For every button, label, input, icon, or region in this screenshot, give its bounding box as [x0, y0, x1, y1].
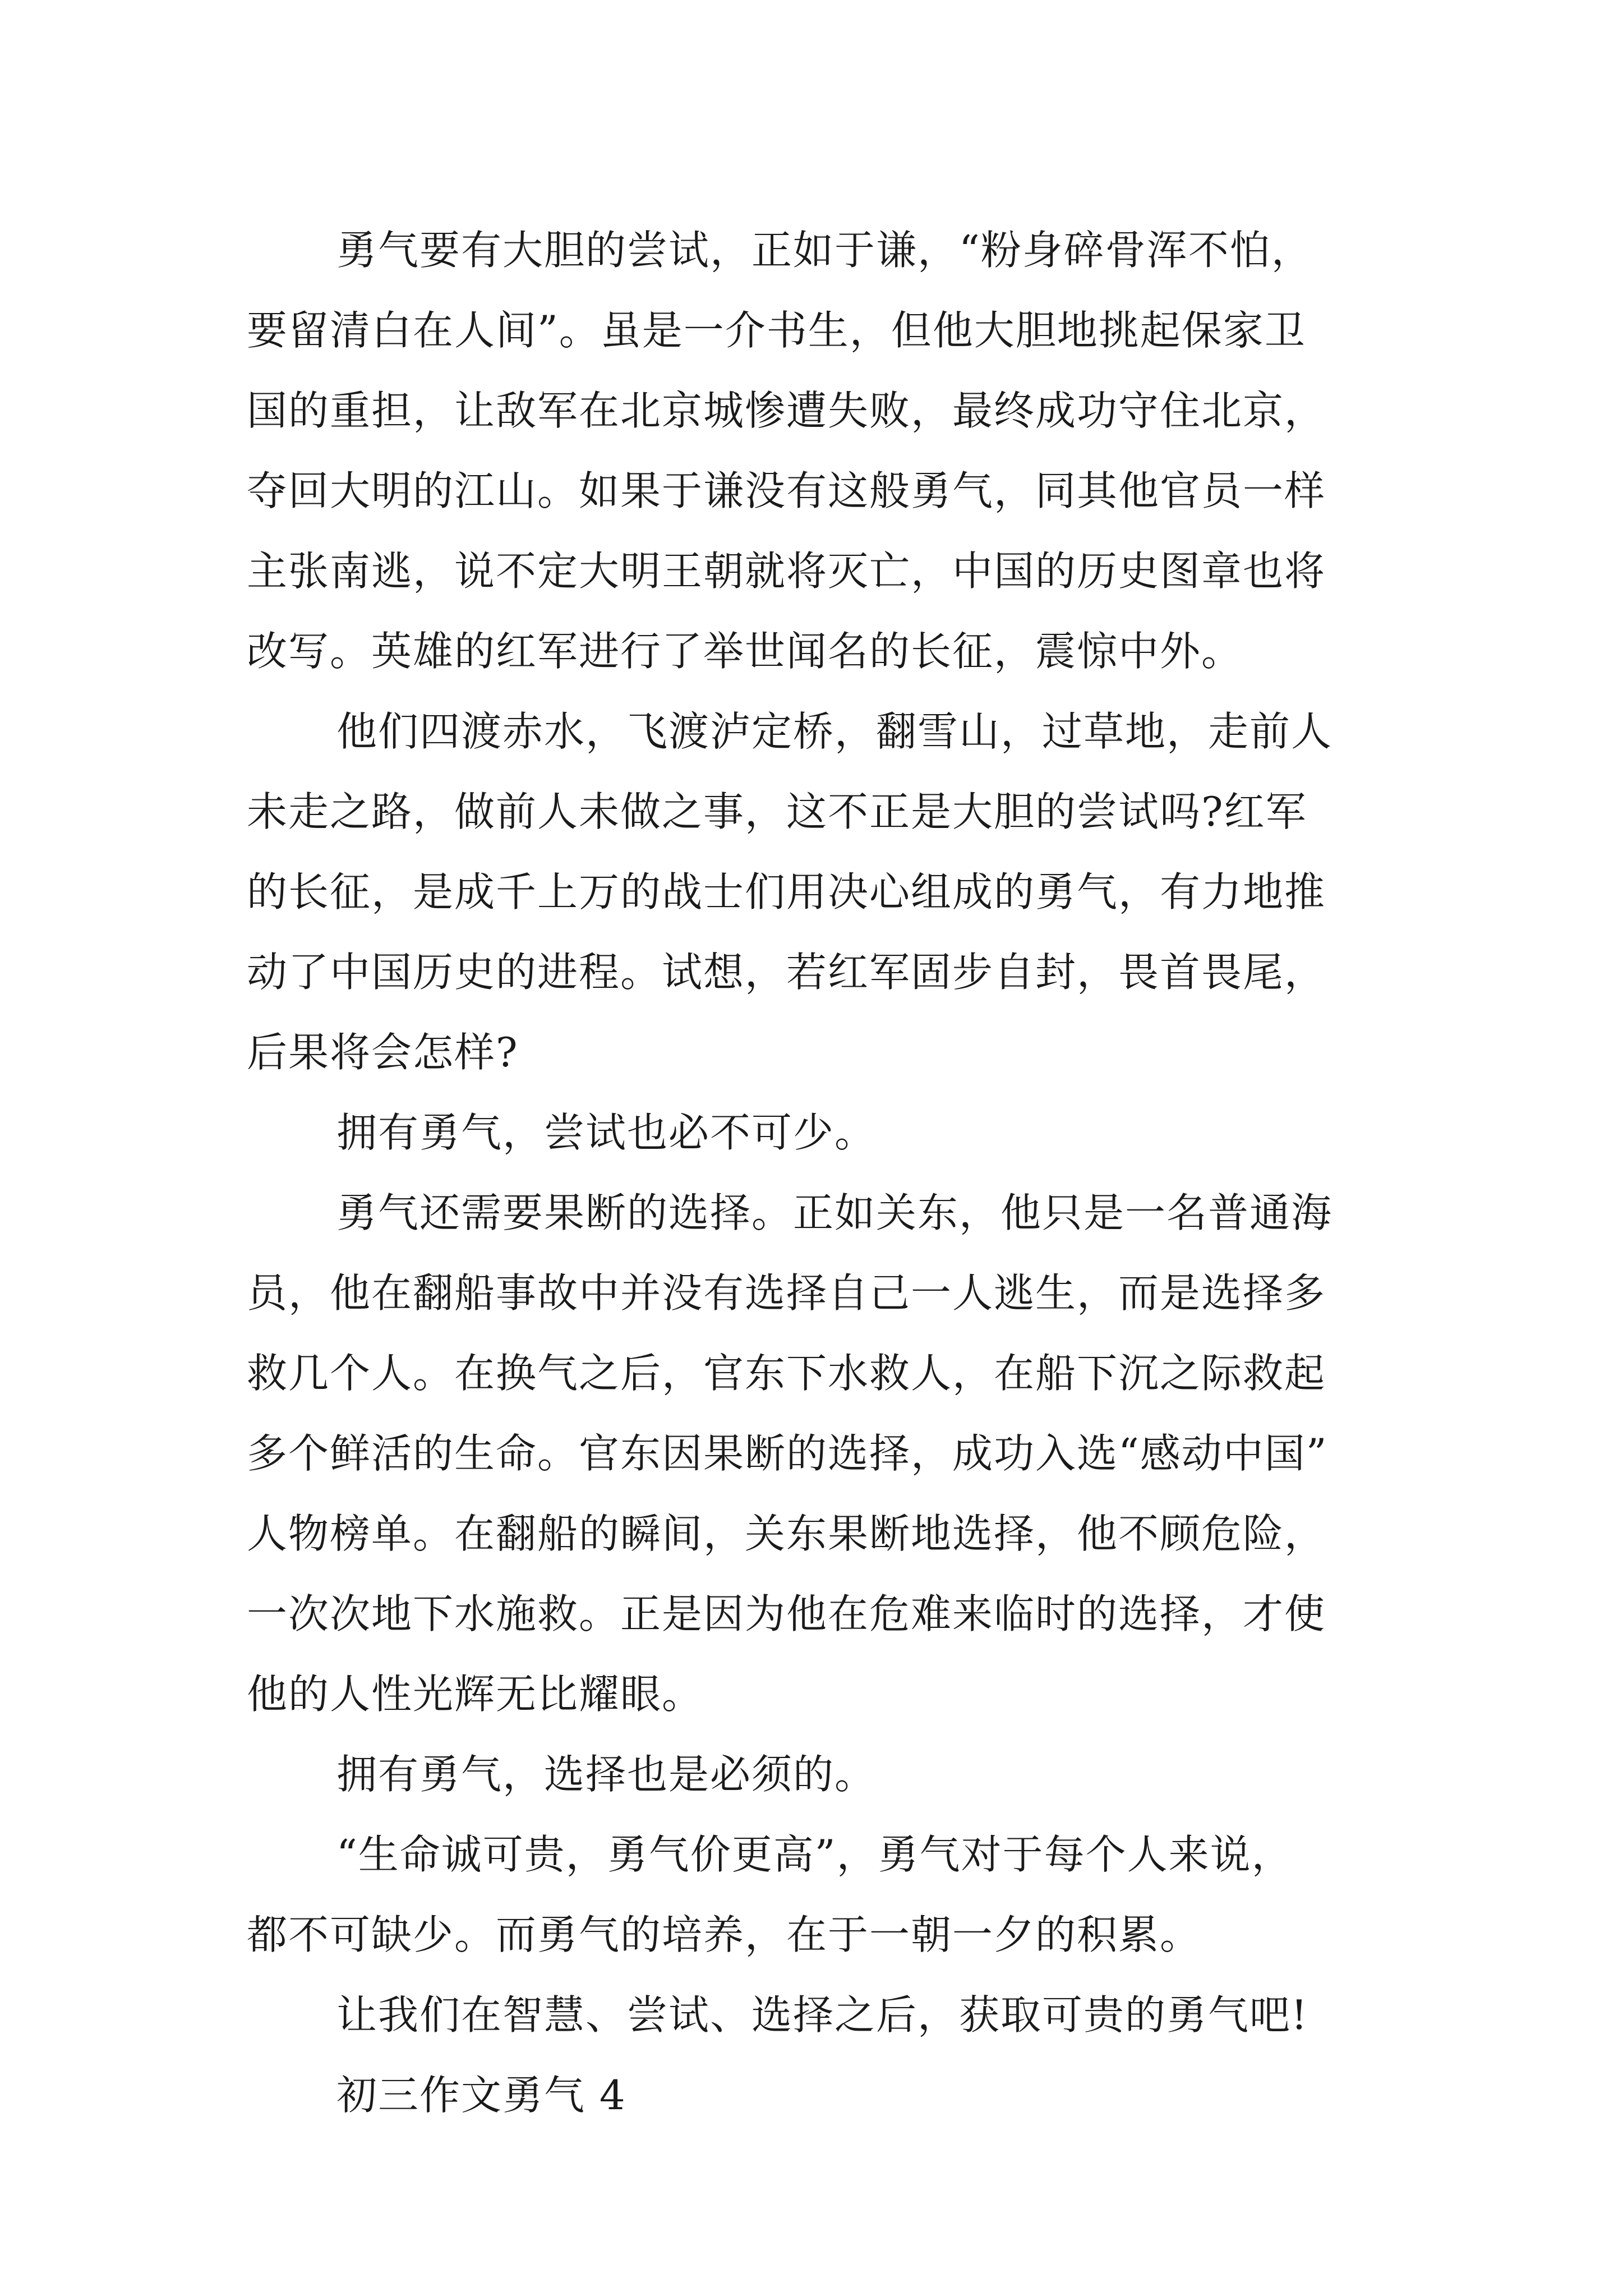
text-line: 人物榜单。在翻船的瞬间，关东果断地选择，他不顾危险， — [247, 1510, 1326, 1557]
text-line: 让我们在智慧、尝试、选择之后，获取可贵的勇气吧! — [336, 1991, 1308, 2039]
text-line: 国的重担，让敌军在北京城惨遭失败，最终成功守住北京， — [247, 387, 1326, 434]
text-line: 夺回大明的江山。如果于谦没有这般勇气，同其他官员一样 — [247, 467, 1326, 514]
paragraph — [247, 1734, 1391, 1815]
document-body — [247, 210, 1391, 2136]
section-heading — [247, 2055, 1391, 2136]
text-line: 改写。英雄的红军进行了举世闻名的长征，震惊中外。 — [247, 628, 1243, 675]
text-line: 勇气要有大胆的尝试，正如于谦，“粉身碎骨浑不怕， — [336, 227, 1313, 274]
heading-line: 初三作文勇气 4 — [336, 2072, 626, 2119]
text-line: 主张南逃，说不定大明王朝就将灭亡，中国的历史图章也将 — [247, 547, 1326, 595]
text-line: 员，他在翻船事故中并没有选择自己一人逃生，而是选择多 — [247, 1269, 1326, 1317]
text-line: 要留清白在人间”。虽是一介书生，但他大胆地挑起保家卫 — [247, 307, 1306, 354]
paragraph — [247, 1173, 1391, 1734]
text-line: 一次次地下水施救。正是因为他在危难来临时的选择，才使 — [247, 1590, 1326, 1637]
text-line: 他们四渡赤水，飞渡泸定桥，翻雪山，过草地，走前人 — [336, 708, 1333, 755]
text-line: 多个鲜活的生命。官东因果断的选择，成功入选“感动中国” — [247, 1430, 1328, 1477]
paragraph — [247, 692, 1391, 1093]
paragraph — [247, 1975, 1391, 2055]
text-line: 的长征，是成千上万的战士们用决心组成的勇气，有力地推 — [247, 868, 1326, 915]
paragraph — [247, 210, 1391, 692]
text-line: 救几个人。在换气之后，官东下水救人，在船下沉之际救起 — [247, 1350, 1326, 1397]
text-line: 拥有勇气，尝试也必不可少。 — [336, 1109, 877, 1156]
paragraph — [247, 1815, 1391, 1975]
text-line: “生命诚可贵，勇气价更高”，勇气对于每个人来说， — [336, 1831, 1293, 1878]
text-line: 后果将会怎样? — [247, 1029, 519, 1076]
text-line: 拥有勇气，选择也是必须的。 — [336, 1751, 877, 1798]
text-line: 他的人性光辉无比耀眼。 — [247, 1671, 704, 1718]
text-line: 未走之路，做前人未做之事，这不正是大胆的尝试吗?红军 — [247, 788, 1307, 835]
text-line: 勇气还需要果断的选择。正如关东，他只是一名普通海 — [336, 1189, 1333, 1236]
text-line: 动了中国历史的进程。试想，若红军固步自封，畏首畏尾， — [247, 949, 1326, 996]
paragraph — [247, 1093, 1391, 1173]
text-line: 都不可缺少。而勇气的培养，在于一朝一夕的积累。 — [247, 1911, 1202, 1958]
